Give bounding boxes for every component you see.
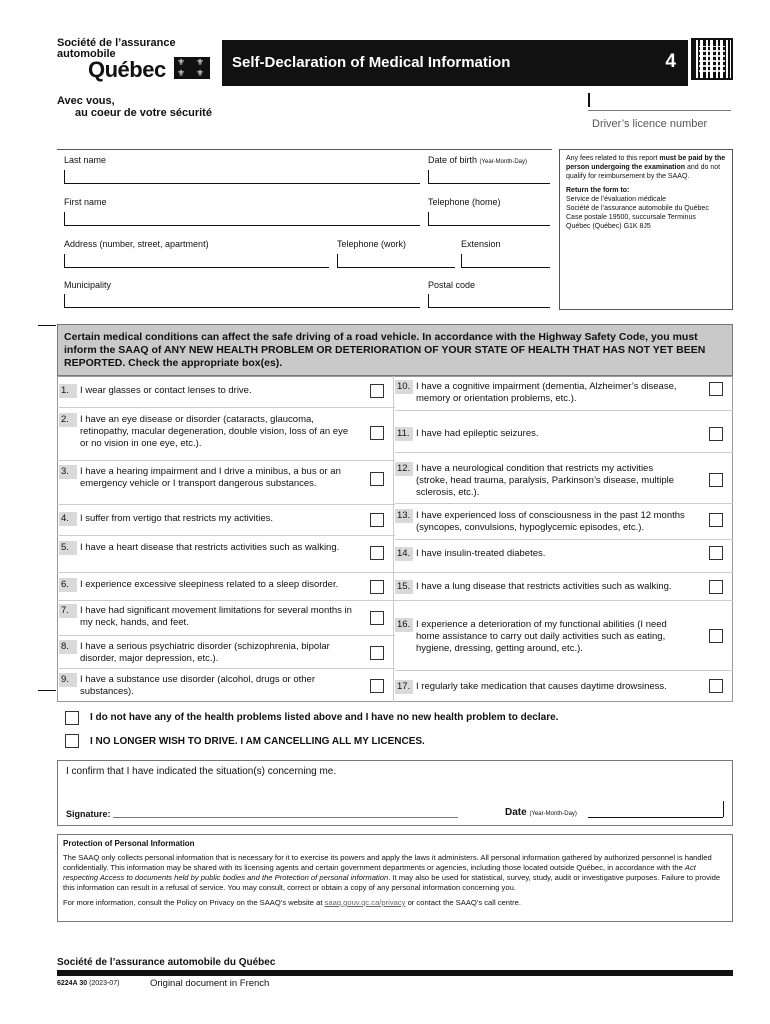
condition-number: 7. (59, 604, 77, 618)
privacy-more-pre: For more information, consult the Policy on Privacy on the SAAQ’s website at (63, 898, 325, 907)
condition-checkbox[interactable] (370, 472, 384, 486)
slogan (57, 95, 212, 119)
condition-number: 3. (59, 465, 77, 479)
return-line-4: Québec (Québec) G1K 8J5 (566, 223, 651, 230)
org-line-1: Société de l’assurance (57, 37, 176, 49)
fees-bold: must be paid by the person undergoing the examination (566, 155, 726, 171)
address-field[interactable] (64, 254, 329, 268)
condition-item (395, 380, 685, 405)
org-line-2: automobile (57, 48, 116, 60)
last-name-label: Last name (64, 155, 107, 165)
date-field-tick (723, 801, 724, 817)
page-number: 4 (665, 51, 676, 72)
cancel-licences-label: I NO LONGER WISH TO DRIVE. I AM CANCELLING ALL MY LICENCES. (90, 736, 425, 747)
condition-item (59, 578, 359, 592)
condition-checkbox[interactable] (709, 382, 723, 396)
original-language-note: Original document in French (150, 978, 270, 989)
dob-field[interactable] (428, 170, 550, 184)
dob-label-text: Date of birth (428, 155, 478, 165)
row-divider (395, 503, 733, 504)
privacy-body-post: . It may also be used for statistical, survey, study, audit or investigative purposes. Failure to provide this information can result in a refusal of service. You may consult, correct or obtain a copy of any personal information concerning you. (63, 873, 721, 892)
condition-text: I have a lung disease that restricts activities such as walking. (416, 581, 672, 592)
row-divider (57, 504, 395, 505)
footer-org: Société de l’assurance automobile du Québec (57, 957, 276, 968)
privacy-body-pre: The SAAQ only collects personal information that is necessary for it to exercise its powers and apply the laws it administers. All personal information gathered by authorized personnel is handled confidentially. This information may be shared with its licensing agents and certain government departments or agencies, including those located outside Québec, in accordance with the (63, 853, 712, 872)
municipality-field[interactable] (64, 294, 420, 308)
row-divider (395, 670, 733, 671)
return-address (566, 186, 726, 231)
quebec-logo-text: Québec (88, 57, 166, 82)
condition-text: I have a neurological condition that restricts my activities (stroke, head trauma, paralysis, Parkinson’s disease, multiple sclerosis, etc.). (416, 463, 675, 498)
fees-note (566, 154, 726, 181)
condition-checkbox[interactable] (370, 611, 384, 625)
condition-item (59, 512, 359, 526)
tel-work-field[interactable] (337, 254, 455, 268)
tel-work-label: Telephone (work) (337, 239, 407, 249)
condition-number: 6. (59, 578, 77, 592)
privacy-link[interactable]: saaq.gouv.qc.ca/privacy (324, 898, 406, 907)
extension-field[interactable] (461, 254, 550, 268)
condition-checkbox[interactable] (709, 679, 723, 693)
fees-post: and do not qualify for reimbursement by the SAAQ. (566, 164, 721, 180)
row-divider (395, 600, 733, 601)
alert-notice: Certain medical conditions can affect the safe driving of a road vehicle. In accordance with the Highway Safety Code, you must inform the SAAQ of ANY NEW HEALTH PROBLEM OR DETERIORATION OF YOUR STATE OF HEALTH THAT HAS NOT YET BEEN REPORTED. Check the appropriate box(es). (57, 324, 733, 376)
condition-text: I have had significant movement limitations for several months in my neck, hands, and feet. (80, 605, 352, 628)
dob-format: (Year-Month-Day) (479, 159, 528, 165)
form-code (57, 980, 119, 987)
privacy-body (63, 853, 727, 893)
cancel-licences-checkbox[interactable] (65, 734, 79, 748)
condition-number: 13. (395, 509, 413, 523)
condition-checkbox[interactable] (709, 546, 723, 560)
condition-text: I have insulin-treated diabetes. (416, 548, 546, 559)
margin-mark (38, 690, 56, 691)
condition-number: 2. (59, 413, 77, 427)
condition-text: I have an eye disease or disorder (cataracts, glaucoma, retinopathy, macular degeneration, double vision, loss of an eye or no vision in one eye, etc.). (80, 414, 349, 449)
condition-item (59, 640, 359, 665)
fleur-de-lis-flag-icon: ⚜ ⚜ ⚜ ⚜ (174, 57, 210, 79)
condition-item (59, 541, 359, 555)
condition-checkbox[interactable] (709, 473, 723, 487)
condition-number: 16. (395, 618, 413, 632)
condition-text: I have had epileptic seizures. (416, 428, 539, 439)
condition-item (395, 462, 685, 499)
condition-number: 1. (59, 384, 77, 398)
privacy-act-name: Act respecting Access to documents held by public bodies and the Protection of personal information (63, 863, 696, 882)
privacy-heading: Protection of Personal Information (63, 839, 195, 848)
slogan-line-1: Avec vous, (57, 95, 115, 107)
tel-home-label: Telephone (home) (428, 197, 501, 207)
dob-label (428, 155, 527, 165)
condition-item (59, 413, 359, 450)
condition-text: I have experienced loss of consciousness in the past 12 months (syncopes, convulsions, hypoglycemic episodes, etc.). (416, 510, 685, 533)
condition-number: 12. (395, 462, 413, 476)
date-label (505, 807, 577, 818)
condition-checkbox[interactable] (370, 580, 384, 594)
title-bar (222, 40, 688, 86)
no-problems-label: I do not have any of the health problems listed above and I have no new health problem to declare. (90, 712, 559, 723)
licence-number-field[interactable] (588, 110, 731, 111)
condition-text: I have a substance use disorder (alcohol, drugs or other substances). (80, 674, 315, 697)
confirmation-box (57, 760, 733, 826)
return-title: Return the form to: (566, 187, 630, 194)
qr-code-icon (691, 38, 733, 80)
signature-field[interactable] (113, 817, 458, 818)
condition-number: 10. (395, 380, 413, 394)
condition-text: I have a heart disease that restricts activities such as walking. (80, 542, 340, 553)
row-divider (57, 407, 395, 408)
condition-checkbox[interactable] (370, 646, 384, 660)
first-name-field[interactable] (64, 212, 420, 226)
condition-checkbox[interactable] (370, 384, 384, 398)
form-version: (2023-07) (89, 980, 120, 987)
tel-home-field[interactable] (428, 212, 550, 226)
condition-number: 5. (59, 541, 77, 555)
condition-checkbox[interactable] (370, 679, 384, 693)
condition-item (59, 465, 359, 490)
confirm-text: I confirm that I have indicated the situation(s) concerning me. (66, 766, 337, 777)
condition-text: I have a serious psychiatric disorder (schizophrenia, bipolar disorder, major depression, etc.). (80, 641, 330, 664)
no-problems-checkbox[interactable] (65, 711, 79, 725)
condition-checkbox[interactable] (709, 629, 723, 643)
row-divider (57, 460, 395, 461)
date-format: (Year-Month-Day) (529, 811, 577, 817)
condition-number: 9. (59, 673, 77, 687)
date-field[interactable] (588, 817, 723, 818)
condition-item (59, 604, 359, 629)
condition-text: I have a cognitive impairment (dementia, Alzheimer’s disease, memory or orientation problems, etc.). (416, 381, 677, 404)
first-name-label: First name (64, 197, 107, 207)
condition-text: I experience a deterioration of my functional abilities (I need home assistance to carry out daily activities such as eating, hygiene, dressing, getting around, etc.). (416, 619, 667, 654)
form-code-number: 6224A 30 (57, 980, 88, 987)
condition-text: I experience excessive sleepiness related to a sleep disorder. (80, 579, 339, 590)
row-divider (395, 410, 733, 411)
condition-item (59, 673, 359, 698)
date-label-text: Date (505, 807, 527, 818)
column-divider (393, 376, 394, 702)
slogan-line-2: au coeur de votre sécurité (75, 107, 212, 119)
condition-text: I wear glasses or contact lenses to drive. (80, 385, 252, 396)
municipality-label: Municipality (64, 280, 112, 290)
row-divider (395, 572, 733, 573)
row-divider (395, 539, 733, 540)
condition-checkbox[interactable] (370, 513, 384, 527)
condition-number: 14. (395, 547, 413, 561)
fees-pre: Any fees related to this report (566, 155, 660, 162)
condition-number: 8. (59, 640, 77, 654)
extension-label: Extension (461, 239, 501, 249)
condition-item (395, 618, 685, 655)
condition-checkbox[interactable] (709, 513, 723, 527)
privacy-more (63, 898, 727, 908)
condition-item (395, 509, 685, 534)
condition-checkbox[interactable] (709, 580, 723, 594)
condition-checkbox[interactable] (709, 427, 723, 441)
condition-text: I suffer from vertigo that restricts my activities. (80, 513, 274, 524)
row-divider (57, 635, 395, 636)
condition-number: 17. (395, 680, 413, 694)
condition-text: I regularly take medication that causes daytime drowsiness. (416, 681, 667, 692)
last-name-field[interactable] (64, 170, 420, 184)
condition-item (395, 547, 685, 561)
licence-field-tick (588, 93, 590, 107)
row-divider (57, 572, 395, 573)
row-divider (57, 600, 395, 601)
privacy-more-post: or contact the SAAQ’s call centre. (405, 898, 521, 907)
condition-checkbox[interactable] (370, 546, 384, 560)
condition-number: 15. (395, 580, 413, 594)
return-line-2: Société de l’assurance automobile du Québec (566, 205, 709, 212)
condition-item (395, 680, 685, 694)
condition-number: 11. (395, 427, 413, 441)
page-title: Self-Declaration of Medical Information (232, 54, 511, 71)
condition-item (59, 384, 359, 398)
condition-item (395, 580, 685, 594)
row-divider (395, 452, 733, 453)
privacy-box (57, 834, 733, 922)
postal-field[interactable] (428, 294, 550, 308)
footer-bar (57, 970, 733, 976)
address-label: Address (number, street, apartment) (64, 239, 209, 249)
margin-mark (38, 325, 56, 326)
licence-number-label: Driver’s licence number (592, 118, 708, 130)
condition-checkbox[interactable] (370, 426, 384, 440)
row-divider (57, 535, 395, 536)
return-line-1: Service de l’évaluation médicale (566, 196, 666, 203)
return-line-3: Case postale 19500, succursale Terminus (566, 214, 696, 221)
condition-text: I have a hearing impairment and I drive a minibus, a bus or an emergency vehicle or I transport dangerous substances. (80, 466, 341, 489)
condition-number: 4. (59, 512, 77, 526)
signature-label: Signature: (66, 809, 111, 819)
condition-item (395, 427, 685, 441)
row-divider (57, 668, 395, 669)
postal-label: Postal code (428, 280, 476, 290)
info-box (559, 149, 733, 310)
